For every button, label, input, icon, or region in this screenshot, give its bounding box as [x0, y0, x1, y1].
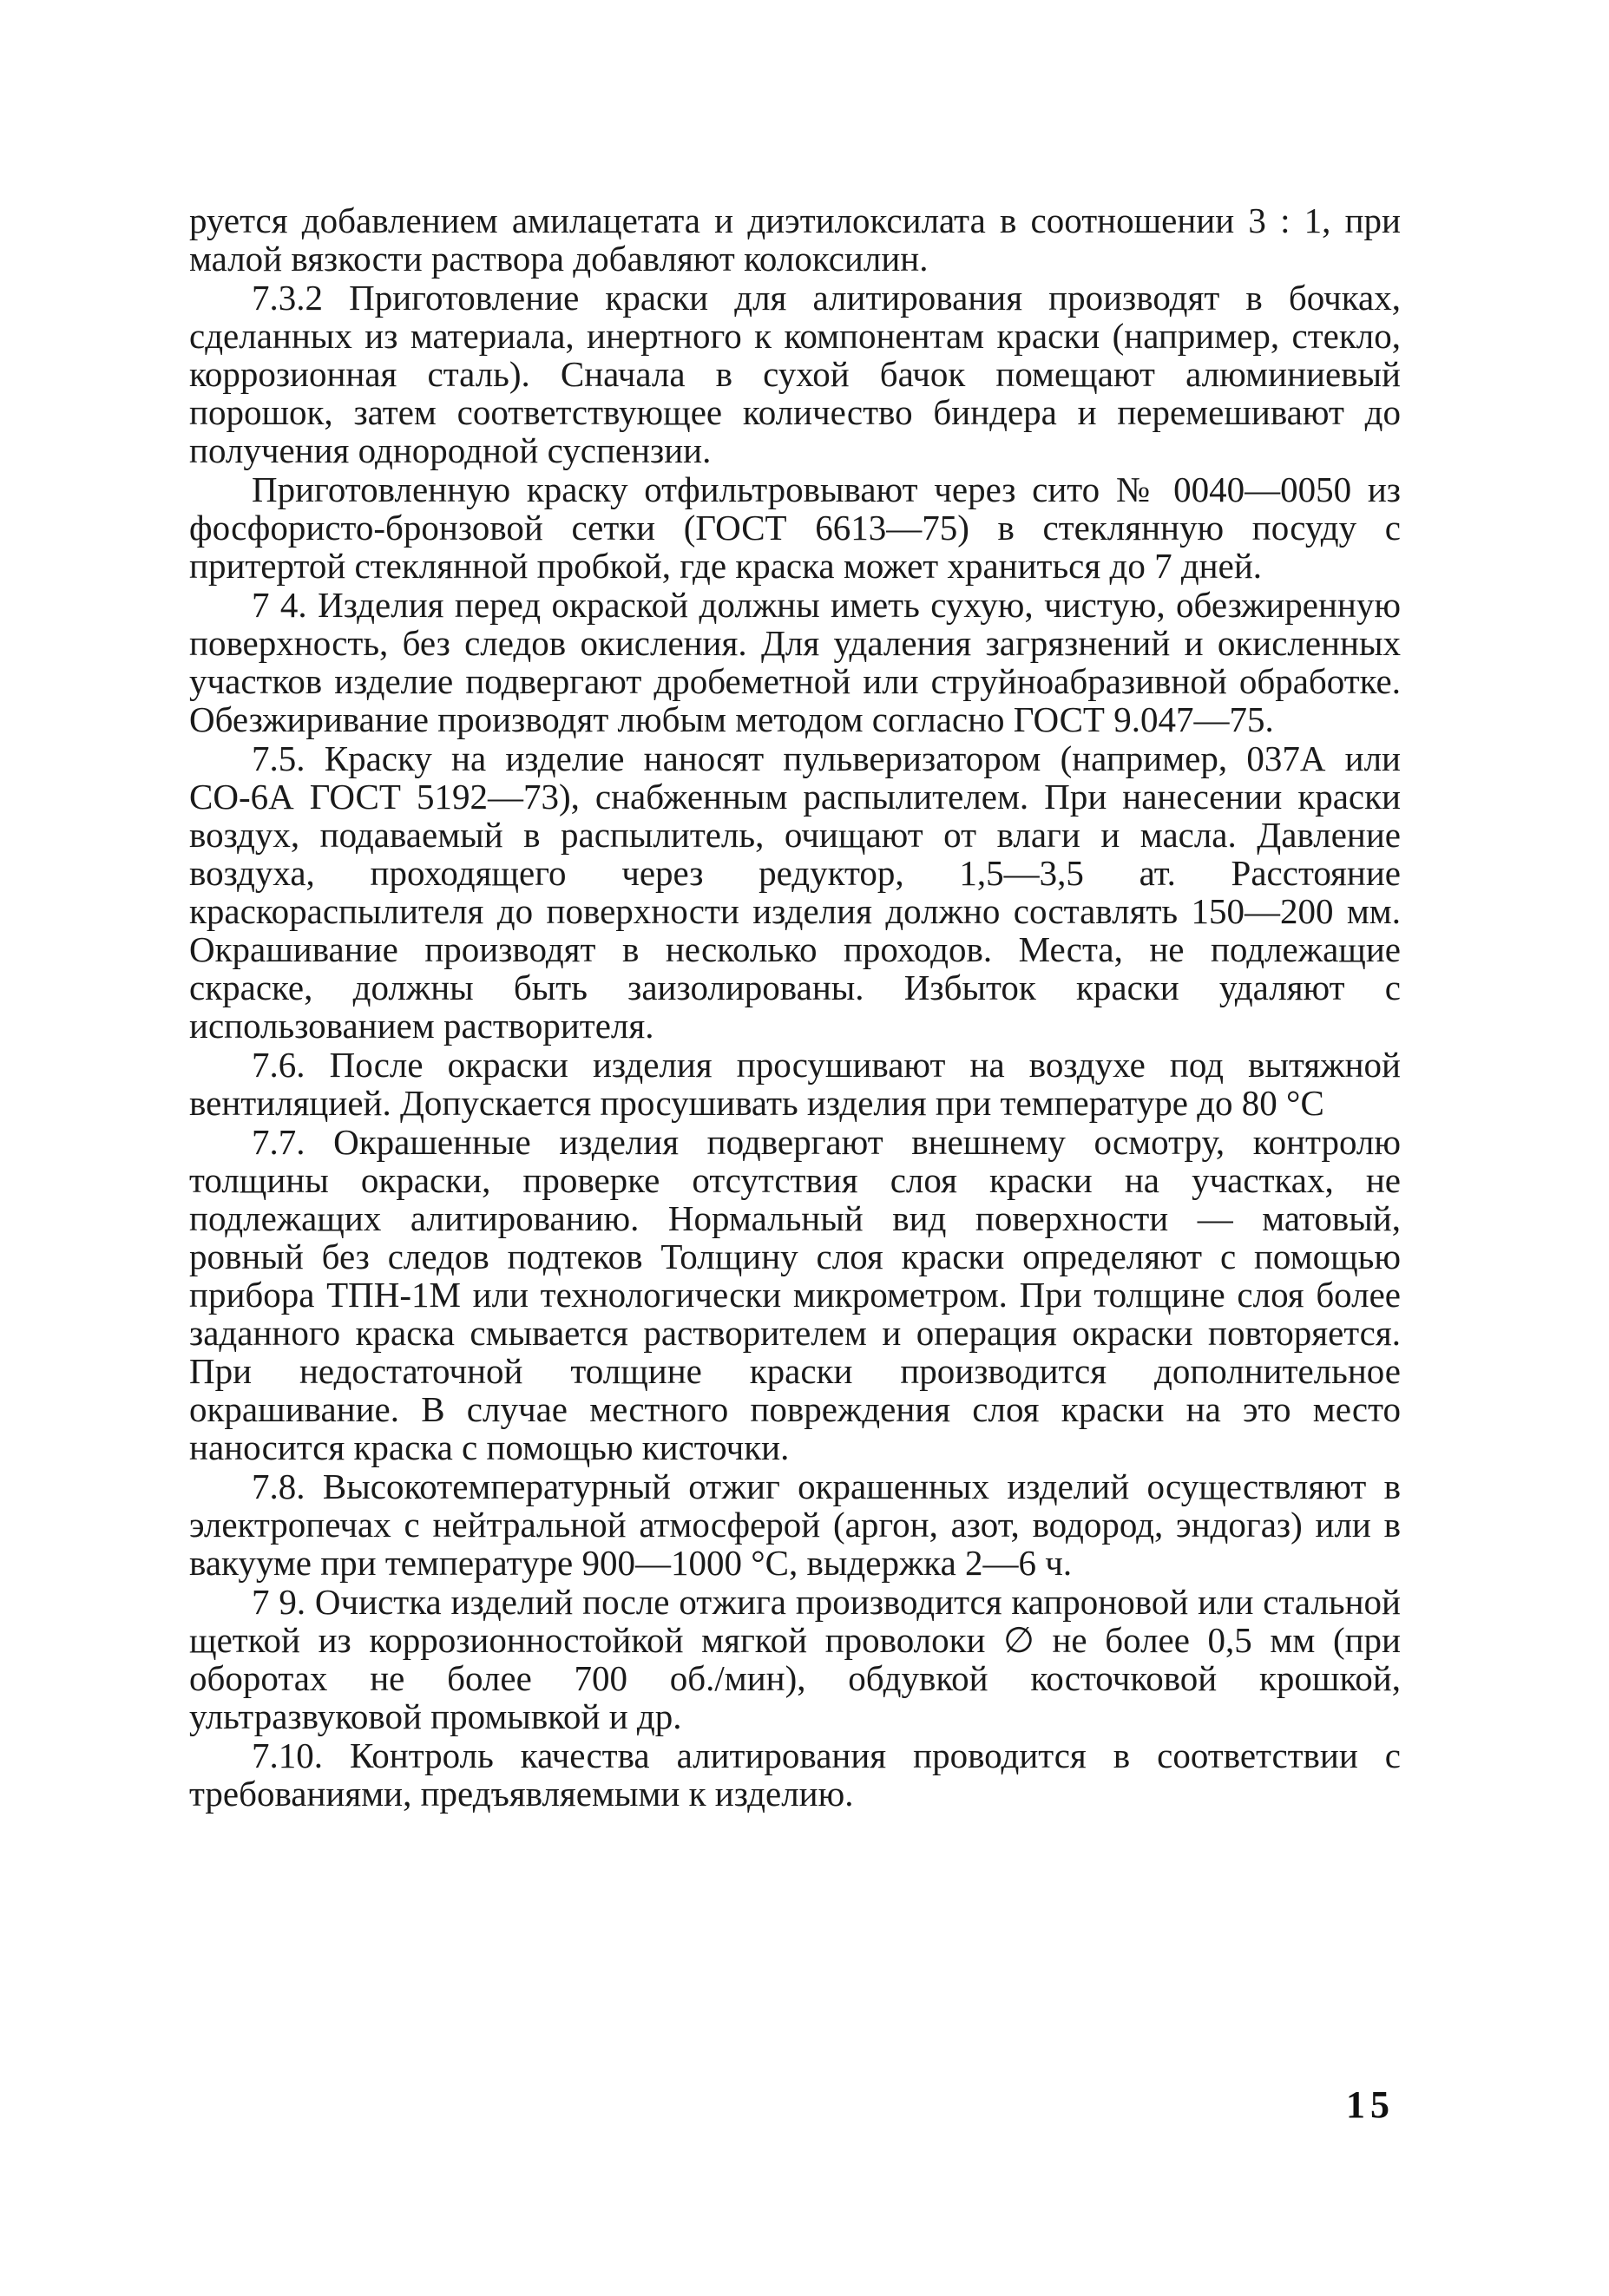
paragraph-7-9: 7 9. Очистка изделий после отжига производится капроновой или стальной щеткой из коррозионностойкой мягкой проволоки ∅ не более 0,5 мм (при оборотах не более 700 об./мин), обдувкой косточковой крошкой, ультразвуковой промывкой и др. — [189, 1582, 1401, 1736]
paragraph-7-4: 7 4. Изделия перед окраской должны иметь сухую, чистую, обезжиренную поверхность, без следов окисления. Для удаления загрязнений и окисленных участков изделие подвергают дробеметной или струйноабразивной обработке. Обезжиривание производят любым методом согласно ГОСТ 9.047—75. — [189, 585, 1401, 739]
paragraph-7-6: 7.6. После окраски изделия просушивают на воздухе под вытяжной вентиляцией. Допускается просушивать изделия при температуре до 80 °С — [189, 1045, 1401, 1123]
paragraph-7-3-2: 7.3.2 Приготовление краски для алитирования производят в бочках, сделанных из материала, инертного к компонентам краски (например, стекло, коррозионная сталь). Сначала в сухой бачок помещают алюминиевый порошок, затем соответствующее количество биндера и перемешивают до получения однородной суспензии. — [189, 278, 1401, 470]
paragraph-7-7: 7.7. Окрашенные изделия подвергают внешнему осмотру, контролю толщины окраски, проверке отсутствия слоя краски на участках, не подлежащих алитированию. Нормальный вид поверхности — матовый, ровный без следов подтеков Толщину слоя краски определяют с помощью прибора ТПН-1М или технологически микрометром. При толщине слоя более заданного краска смывается растворителем и операция окраски повторяется. При недостаточной толщине краски производится дополнительное окрашивание. В случае местного повреждения слоя краски на это место наносится краска с помощью кисточки. — [189, 1122, 1401, 1467]
paragraph-filtering: Приготовленную краску отфильтровывают через сито № 0040—0050 из фосфористо-бронзовой сетки (ГОСТ 6613—75) в стеклянную посуду с притертой стеклянной пробкой, где краска может храниться до 7 дней. — [189, 469, 1401, 586]
page-body — [189, 201, 1401, 1814]
paragraph-7-5: 7.5. Краску на изделие наносят пульверизатором (например, 037А или СО-6А ГОСТ 5192—73), снабженным распылителем. При нанесении краски воздух, подаваемый в распылитель, очищают от влаги и масла. Давление воздуха, проходящего через редуктор, 1,5—3,5 ат. Расстояние краскораспылителя до поверхности изделия должно составлять 150—200 мм. Окрашивание производят в несколько проходов. Места, не подлежащие скраске, должны быть заизолированы. Избыток краски удаляют с использованием растворителя. — [189, 738, 1401, 1046]
paragraph-continuation: руется добавлением амилацетата и диэтилоксилата в соотношении 3 : 1, при малой вязкости раствора добавляют колоксилин. — [189, 200, 1401, 279]
page-number: 15 — [1346, 2083, 1395, 2126]
paragraph-7-10: 7.10. Контроль качества алитирования проводится в соответствии с требованиями, предъявляемыми к изделию. — [189, 1735, 1401, 1814]
paragraph-7-8: 7.8. Высокотемпературный отжиг окрашенных изделий осуществляют в электропечах с нейтральной атмосферой (аргон, азот, водород, эндогаз) или в вакууме при температуре 900—1000 °С, выдержка 2—6 ч. — [189, 1466, 1401, 1583]
